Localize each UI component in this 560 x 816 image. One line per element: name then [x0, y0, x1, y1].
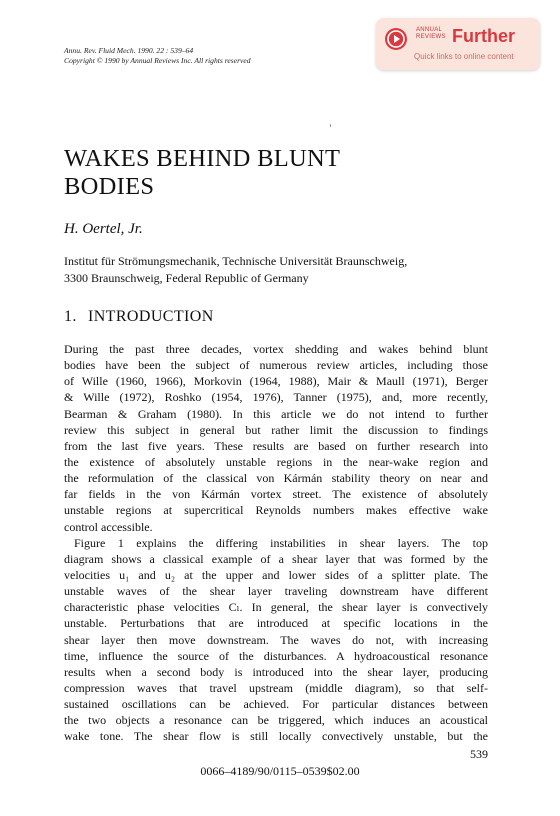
author-affiliation: Institut für Strömungsmechanik, Technische Universität Braunschweig, 3300 Braunschweig, Federal Republic of Germany	[64, 254, 408, 285]
body-line: control accessible.	[64, 519, 153, 534]
banner-brand: ANNUAL REVIEWS	[416, 27, 446, 40]
body-line: Figure 1 explains the differing instabilities in shear layers. The top	[74, 535, 488, 550]
body-line: sustained oscillations can be achieved. For particular distances between	[64, 697, 488, 712]
body-line: During the past three decades, vortex shedding and wakes behind blunt	[64, 342, 488, 356]
article-title: WAKES BEHIND BLUNT BODIES	[64, 145, 341, 200]
body-line: bodies have been the subject of numerous review articles, including those	[64, 358, 488, 373]
banner-subtitle: Quick links to online content	[414, 52, 514, 61]
body-line: unstable. Perturbations that are introduced at specific locations in the	[64, 616, 488, 631]
body-line: the two objects a resonance can be triggered, which induces an acoustical	[64, 713, 488, 728]
body-line: & Wille (1972), Roshko (1954, 1976), Tanner (1975), and, more recently,	[64, 390, 488, 405]
citation-line-2: Copyright © 1990 by Annual Reviews Inc. All rights reserved	[64, 56, 251, 65]
body-line: results when a second body is introduced into the shear layer, producing	[64, 664, 488, 679]
banner-further-label: Further	[452, 26, 515, 46]
footer-code: 0066–4189/90/0115–0539$02.00	[200, 764, 360, 778]
body-line: review this subject in general but rather limit the discussion to findings	[64, 422, 488, 437]
body-line: unstable regions at supercritical Reynolds numbers makes effective wake	[64, 503, 488, 518]
body-line: time, influence the source of the disturbances. A hydroacoustical resonance	[64, 648, 488, 663]
body-line: wake tone. The shear flow is still locally convectively unstable, but the	[64, 729, 488, 744]
decorative-tick	[330, 124, 331, 127]
body-line: diagram shows a classical example of a shear layer that was formed by the	[64, 551, 488, 566]
body-line: characteristic phase velocities Cₗ. In general, the shear layer is convectively	[64, 600, 488, 615]
body-line: of Wille (1960, 1966), Morkovin (1964, 1988), Mair & Maull (1971), Berger	[64, 374, 488, 389]
author-name: H. Oertel, Jr.	[64, 221, 143, 237]
section-title: INTRODUCTION	[88, 308, 214, 325]
body-text	[64, 341, 488, 745]
body-line: from the last five years. These results are based on further research into	[64, 438, 488, 453]
page-number: 539	[470, 747, 488, 761]
body-line: unstable waves of the shear layer traveling downstream have different	[64, 584, 488, 599]
body-line: velocities u₁ and u₂ at the upper and lower sides of a splitter plate. The	[64, 567, 488, 582]
body-line: the reformulation of the classical von Kármán stability theory on near and	[64, 471, 488, 486]
body-line: compression waves that travel upstream (middle diagram), so that self-	[64, 680, 488, 695]
journal-citation	[64, 46, 251, 66]
further-links-banner[interactable]	[376, 18, 540, 70]
body-line: the existence of absolutely unstable regions in the near-wake region and	[64, 454, 488, 469]
citation-line-1: Annu. Rev. Fluid Mech. 1990. 22 : 539–64	[64, 46, 194, 55]
section-heading	[64, 308, 214, 326]
body-line: shear layer then move downstream. The waves do not, with increasing	[64, 632, 488, 647]
annual-reviews-logo-icon	[384, 27, 408, 51]
body-line: Bearman & Graham (1980). In this article we do not intend to further	[64, 406, 488, 421]
body-line: far fields in the von Kármán vortex street. The existence of absolutely	[64, 487, 488, 502]
section-number: 1.	[64, 308, 77, 325]
